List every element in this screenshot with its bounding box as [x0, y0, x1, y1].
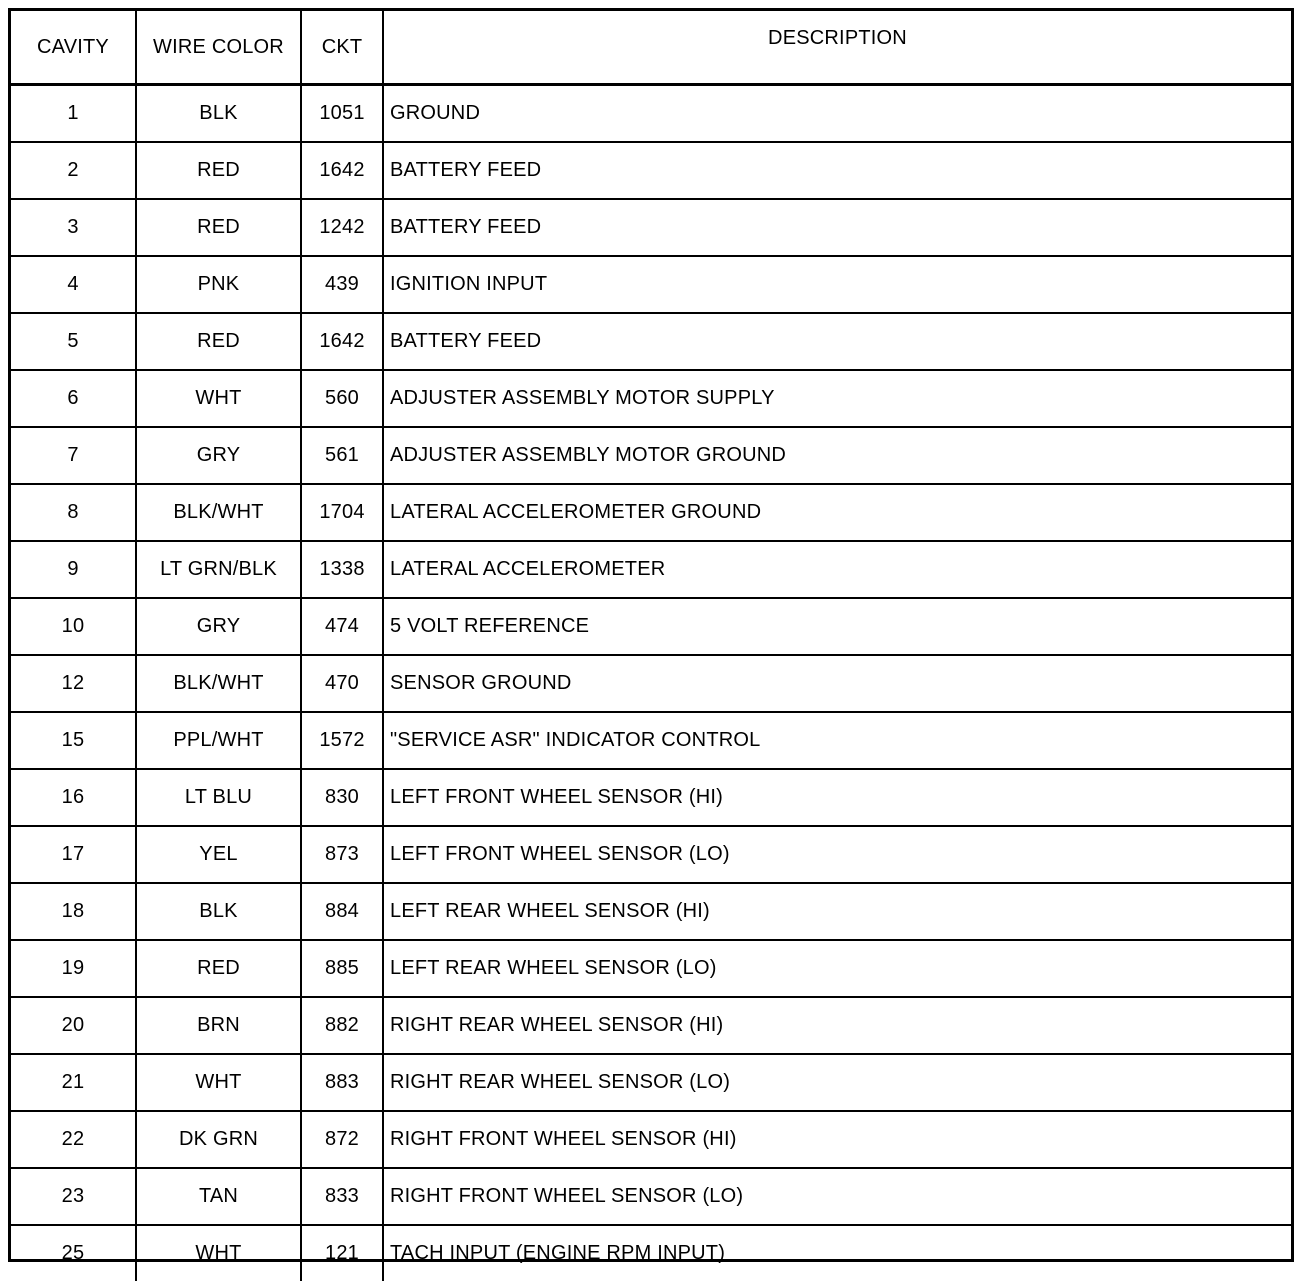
- header-wire-color: WIRE COLOR: [136, 11, 301, 85]
- wire-color-cell: PNK: [136, 256, 301, 313]
- wire-color-cell: WHT: [136, 1225, 301, 1281]
- table-row: [11, 655, 1291, 712]
- table-row: [11, 997, 1291, 1054]
- ckt-cell: 560: [301, 370, 383, 427]
- cavity-cell: 17: [11, 826, 136, 883]
- table-row: [11, 256, 1291, 313]
- description-cell: GROUND: [383, 85, 1291, 143]
- cavity-cell: 9: [11, 541, 136, 598]
- description-cell: ADJUSTER ASSEMBLY MOTOR GROUND: [383, 427, 1291, 484]
- cavity-cell: 3: [11, 199, 136, 256]
- cavity-cell: 21: [11, 1054, 136, 1111]
- ckt-cell: 1242: [301, 199, 383, 256]
- wire-color-cell: YEL: [136, 826, 301, 883]
- ckt-cell: 1572: [301, 712, 383, 769]
- ckt-cell: 833: [301, 1168, 383, 1225]
- wire-color-cell: BLK: [136, 85, 301, 143]
- description-cell: LATERAL ACCELEROMETER: [383, 541, 1291, 598]
- ckt-cell: 873: [301, 826, 383, 883]
- cavity-cell: 22: [11, 1111, 136, 1168]
- header-cavity: CAVITY: [11, 11, 136, 85]
- wire-color-cell: RED: [136, 199, 301, 256]
- description-cell: LATERAL ACCELEROMETER GROUND: [383, 484, 1291, 541]
- cavity-cell: 6: [11, 370, 136, 427]
- wire-color-cell: BLK/WHT: [136, 655, 301, 712]
- wire-color-cell: GRY: [136, 598, 301, 655]
- description-cell: BATTERY FEED: [383, 142, 1291, 199]
- description-cell: BATTERY FEED: [383, 313, 1291, 370]
- ckt-cell: 561: [301, 427, 383, 484]
- description-cell: LEFT REAR WHEEL SENSOR (HI): [383, 883, 1291, 940]
- connector-pinout-table: [11, 11, 1291, 1281]
- table-body: [11, 85, 1291, 1281]
- ckt-cell: 439: [301, 256, 383, 313]
- description-cell: LEFT FRONT WHEEL SENSOR (LO): [383, 826, 1291, 883]
- description-cell: RIGHT FRONT WHEEL SENSOR (LO): [383, 1168, 1291, 1225]
- table-row: [11, 883, 1291, 940]
- wire-color-cell: WHT: [136, 370, 301, 427]
- cavity-cell: 16: [11, 769, 136, 826]
- table-row: [11, 541, 1291, 598]
- ckt-cell: 885: [301, 940, 383, 997]
- table-header: [11, 11, 1291, 85]
- ckt-cell: 121: [301, 1225, 383, 1281]
- description-cell: "SERVICE ASR" INDICATOR CONTROL: [383, 712, 1291, 769]
- ckt-cell: 1051: [301, 85, 383, 143]
- table-row: [11, 427, 1291, 484]
- table-row: [11, 370, 1291, 427]
- wire-color-cell: PPL/WHT: [136, 712, 301, 769]
- wire-color-cell: BLK/WHT: [136, 484, 301, 541]
- cavity-cell: 23: [11, 1168, 136, 1225]
- cavity-cell: 15: [11, 712, 136, 769]
- cavity-cell: 19: [11, 940, 136, 997]
- table-row: [11, 142, 1291, 199]
- cavity-cell: 4: [11, 256, 136, 313]
- header-ckt: CKT: [301, 11, 383, 85]
- description-cell: TACH INPUT (ENGINE RPM INPUT): [383, 1225, 1291, 1281]
- wire-color-cell: LT BLU: [136, 769, 301, 826]
- description-cell: 5 VOLT REFERENCE: [383, 598, 1291, 655]
- cavity-cell: 12: [11, 655, 136, 712]
- header-row: [11, 11, 1291, 85]
- cavity-cell: 18: [11, 883, 136, 940]
- ckt-cell: 883: [301, 1054, 383, 1111]
- wire-color-cell: BLK: [136, 883, 301, 940]
- wire-color-cell: RED: [136, 313, 301, 370]
- table-row: [11, 826, 1291, 883]
- wire-color-cell: RED: [136, 940, 301, 997]
- cavity-cell: 8: [11, 484, 136, 541]
- table-row: [11, 940, 1291, 997]
- table-row: [11, 313, 1291, 370]
- cavity-cell: 7: [11, 427, 136, 484]
- table-row: [11, 769, 1291, 826]
- description-cell: ADJUSTER ASSEMBLY MOTOR SUPPLY: [383, 370, 1291, 427]
- table-row: [11, 598, 1291, 655]
- header-description: DESCRIPTION: [383, 11, 1291, 85]
- table-row: [11, 1054, 1291, 1111]
- table-row: [11, 484, 1291, 541]
- ckt-cell: 882: [301, 997, 383, 1054]
- description-cell: LEFT FRONT WHEEL SENSOR (HI): [383, 769, 1291, 826]
- description-cell: LEFT REAR WHEEL SENSOR (LO): [383, 940, 1291, 997]
- description-cell: RIGHT FRONT WHEEL SENSOR (HI): [383, 1111, 1291, 1168]
- cavity-cell: 1: [11, 85, 136, 143]
- wire-color-cell: WHT: [136, 1054, 301, 1111]
- wire-color-cell: BRN: [136, 997, 301, 1054]
- ckt-cell: 1338: [301, 541, 383, 598]
- connector-pinout-table-frame: [8, 8, 1294, 1262]
- description-cell: RIGHT REAR WHEEL SENSOR (LO): [383, 1054, 1291, 1111]
- ckt-cell: 884: [301, 883, 383, 940]
- table-row: [11, 1168, 1291, 1225]
- table-row: [11, 85, 1291, 143]
- description-cell: IGNITION INPUT: [383, 256, 1291, 313]
- cavity-cell: 20: [11, 997, 136, 1054]
- description-cell: SENSOR GROUND: [383, 655, 1291, 712]
- wire-color-cell: GRY: [136, 427, 301, 484]
- table-row: [11, 712, 1291, 769]
- table-row: [11, 199, 1291, 256]
- wire-color-cell: DK GRN: [136, 1111, 301, 1168]
- table-row: [11, 1111, 1291, 1168]
- description-cell: RIGHT REAR WHEEL SENSOR (HI): [383, 997, 1291, 1054]
- cavity-cell: 10: [11, 598, 136, 655]
- wire-color-cell: LT GRN/BLK: [136, 541, 301, 598]
- ckt-cell: 872: [301, 1111, 383, 1168]
- table-row: [11, 1225, 1291, 1281]
- ckt-cell: 474: [301, 598, 383, 655]
- ckt-cell: 1704: [301, 484, 383, 541]
- cavity-cell: 5: [11, 313, 136, 370]
- wire-color-cell: RED: [136, 142, 301, 199]
- cavity-cell: 25: [11, 1225, 136, 1281]
- ckt-cell: 470: [301, 655, 383, 712]
- description-cell: BATTERY FEED: [383, 199, 1291, 256]
- ckt-cell: 1642: [301, 313, 383, 370]
- ckt-cell: 830: [301, 769, 383, 826]
- wire-color-cell: TAN: [136, 1168, 301, 1225]
- ckt-cell: 1642: [301, 142, 383, 199]
- cavity-cell: 2: [11, 142, 136, 199]
